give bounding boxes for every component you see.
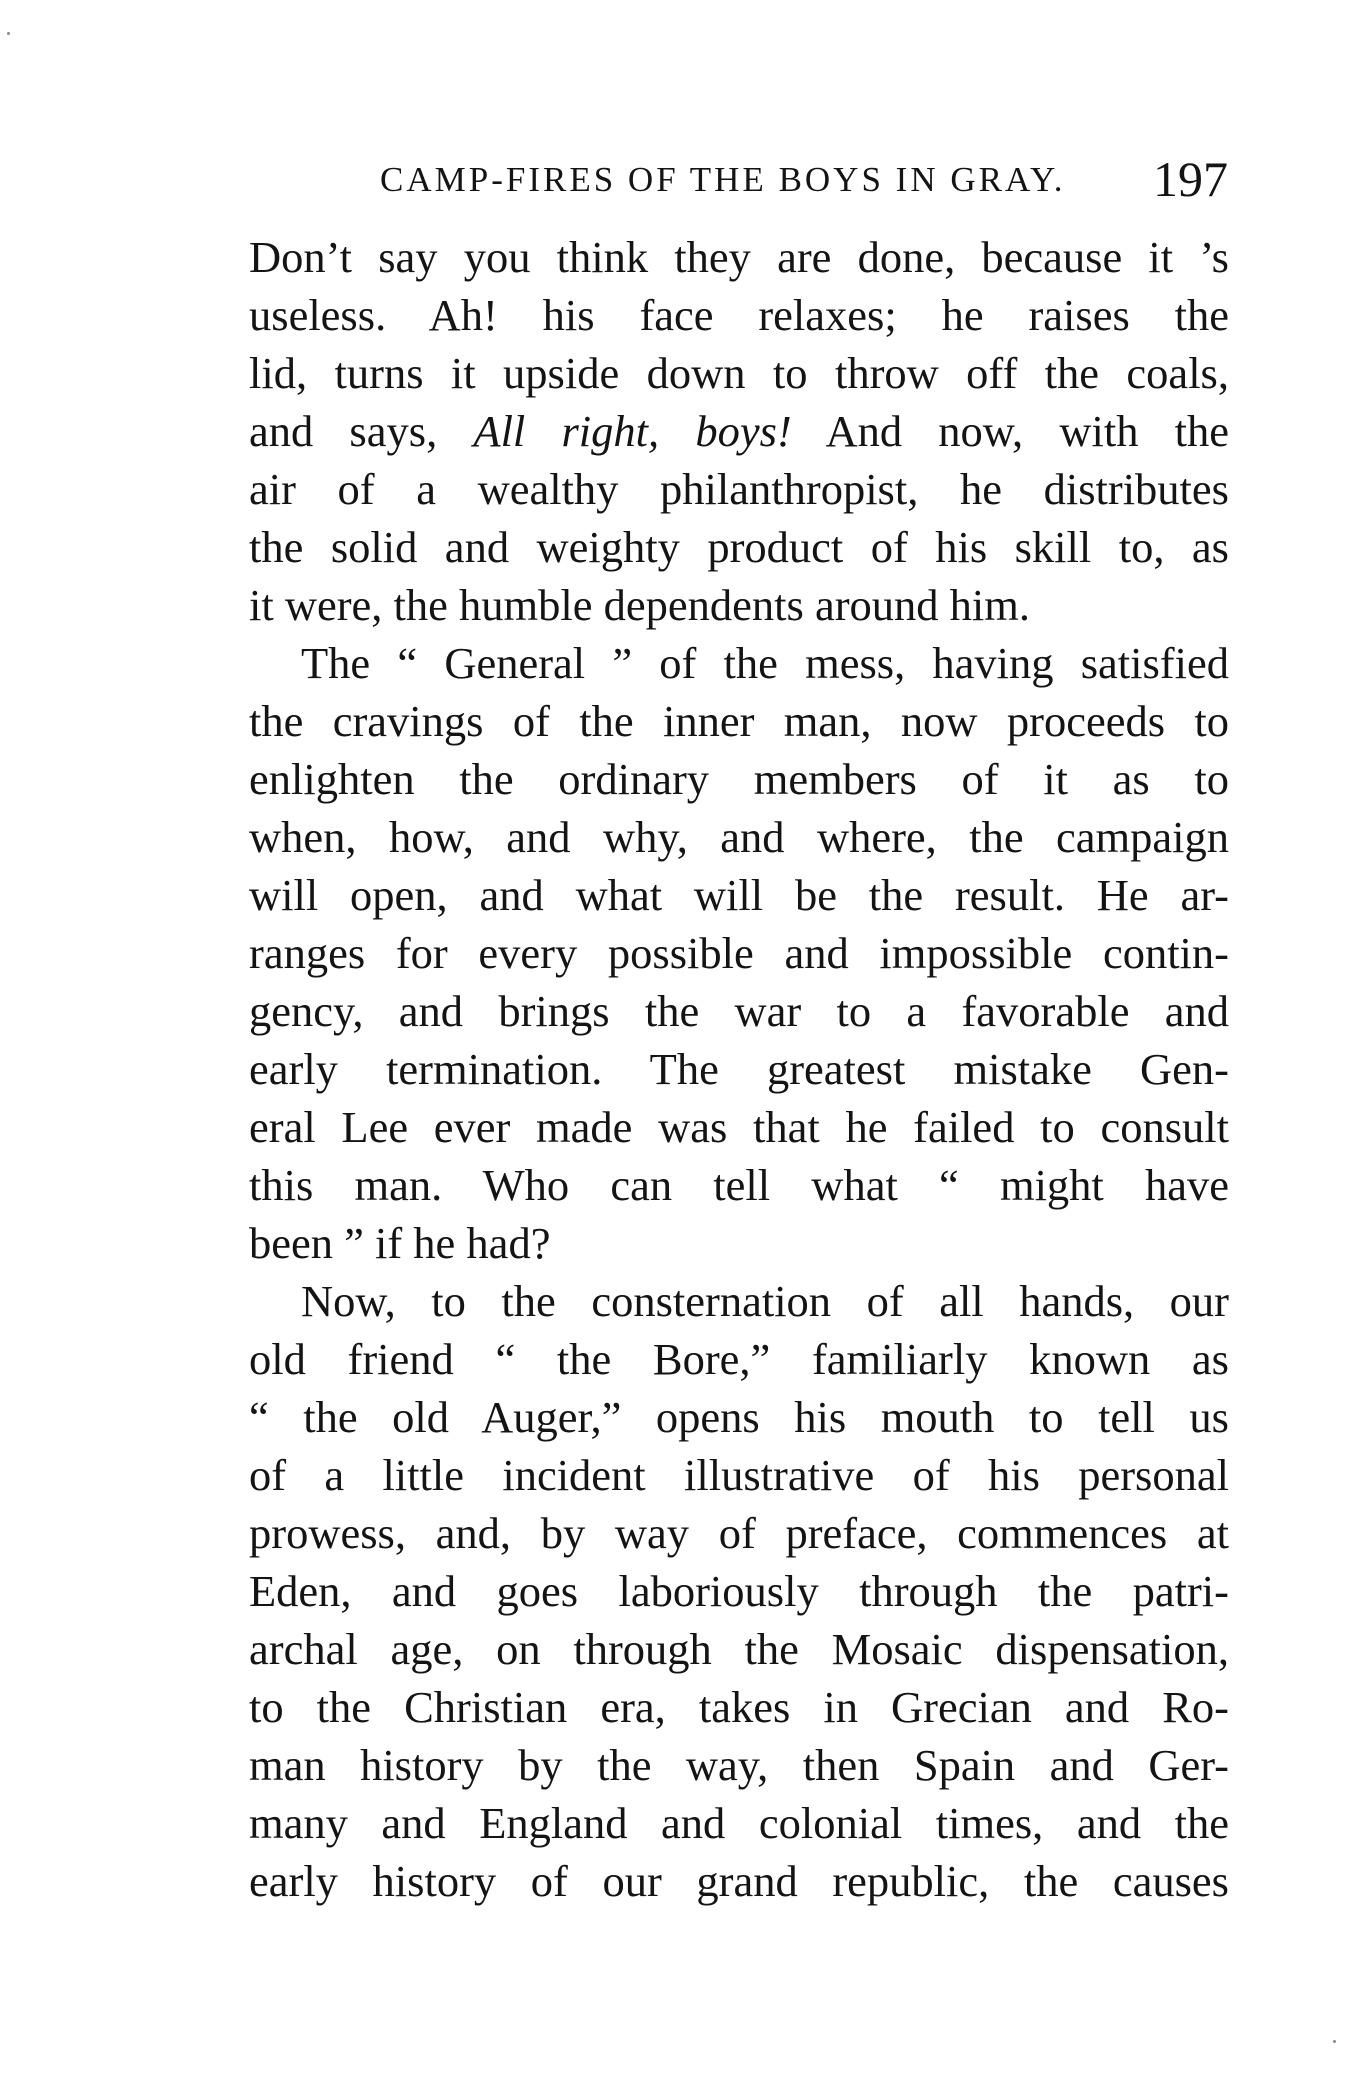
text-line: Don’t say you think they are done, because it ’s: [249, 232, 1229, 282]
italic-phrase: All right, boys!: [473, 406, 792, 456]
text-line: will open, and what will be the result. He ar-: [249, 870, 1229, 920]
text-line: old friend “ the Bore,” familiarly known as: [249, 1334, 1229, 1384]
text-line: air of a wealthy philanthropist, he distributes: [249, 464, 1229, 514]
paragraph: [249, 228, 1229, 634]
text-line: lid, turns it upside down to throw off the coals,: [249, 348, 1229, 398]
paragraph: [249, 1272, 1229, 1910]
page-number: 197: [1153, 151, 1228, 207]
text-line: “ the old Auger,” opens his mouth to tell us: [249, 1392, 1229, 1442]
text-line: The “ General ” of the mess, having satisfied: [301, 638, 1229, 688]
text-line: been ” if he had?: [249, 1218, 551, 1268]
running-head: [380, 151, 1228, 207]
line-text: and says,: [249, 406, 474, 456]
paper-speck: [7, 32, 10, 35]
body-text: [249, 228, 1229, 1910]
text-line: ranges for every possible and impossible contin-: [249, 928, 1229, 978]
text-line: many and England and colonial times, and the: [249, 1798, 1229, 1848]
text-line: of a little incident illustrative of his personal: [249, 1450, 1229, 1500]
text-line: this man. Who can tell what “ might have: [249, 1160, 1229, 1210]
text-line: early history of our grand republic, the causes: [249, 1856, 1229, 1906]
text-line: archal age, on through the Mosaic dispensation,: [249, 1624, 1229, 1674]
text-line: prowess, and, by way of preface, commences at: [249, 1508, 1229, 1558]
paper-speck: [1333, 2040, 1336, 2043]
paragraph: [249, 634, 1229, 1272]
line-text: And now, with the: [791, 406, 1230, 456]
text-line: Eden, and goes laboriously through the patri-: [249, 1566, 1229, 1616]
text-line: useless. Ah! his face relaxes; he raises the: [249, 290, 1229, 340]
text-line: [249, 402, 1229, 460]
text-line: Now, to the consternation of all hands, our: [301, 1276, 1229, 1326]
text-line: when, how, and why, and where, the campaign: [249, 812, 1229, 862]
text-line: early termination. The greatest mistake Gen-: [249, 1044, 1229, 1094]
text-line: the solid and weighty product of his skill to, as: [249, 522, 1229, 572]
running-title: CAMP-FIRES OF THE BOYS IN GRAY.: [380, 160, 1066, 199]
text-line: enlighten the ordinary members of it as to: [249, 754, 1229, 804]
text-line: to the Christian era, takes in Grecian and Ro-: [249, 1682, 1229, 1732]
text-line: man history by the way, then Spain and Ger-: [249, 1740, 1229, 1790]
text-line: it were, the humble dependents around him.: [249, 580, 1031, 630]
text-line: the cravings of the inner man, now proceeds to: [249, 696, 1229, 746]
text-line: eral Lee ever made was that he failed to consult: [249, 1102, 1229, 1152]
text-line: gency, and brings the war to a favorable and: [249, 986, 1229, 1036]
